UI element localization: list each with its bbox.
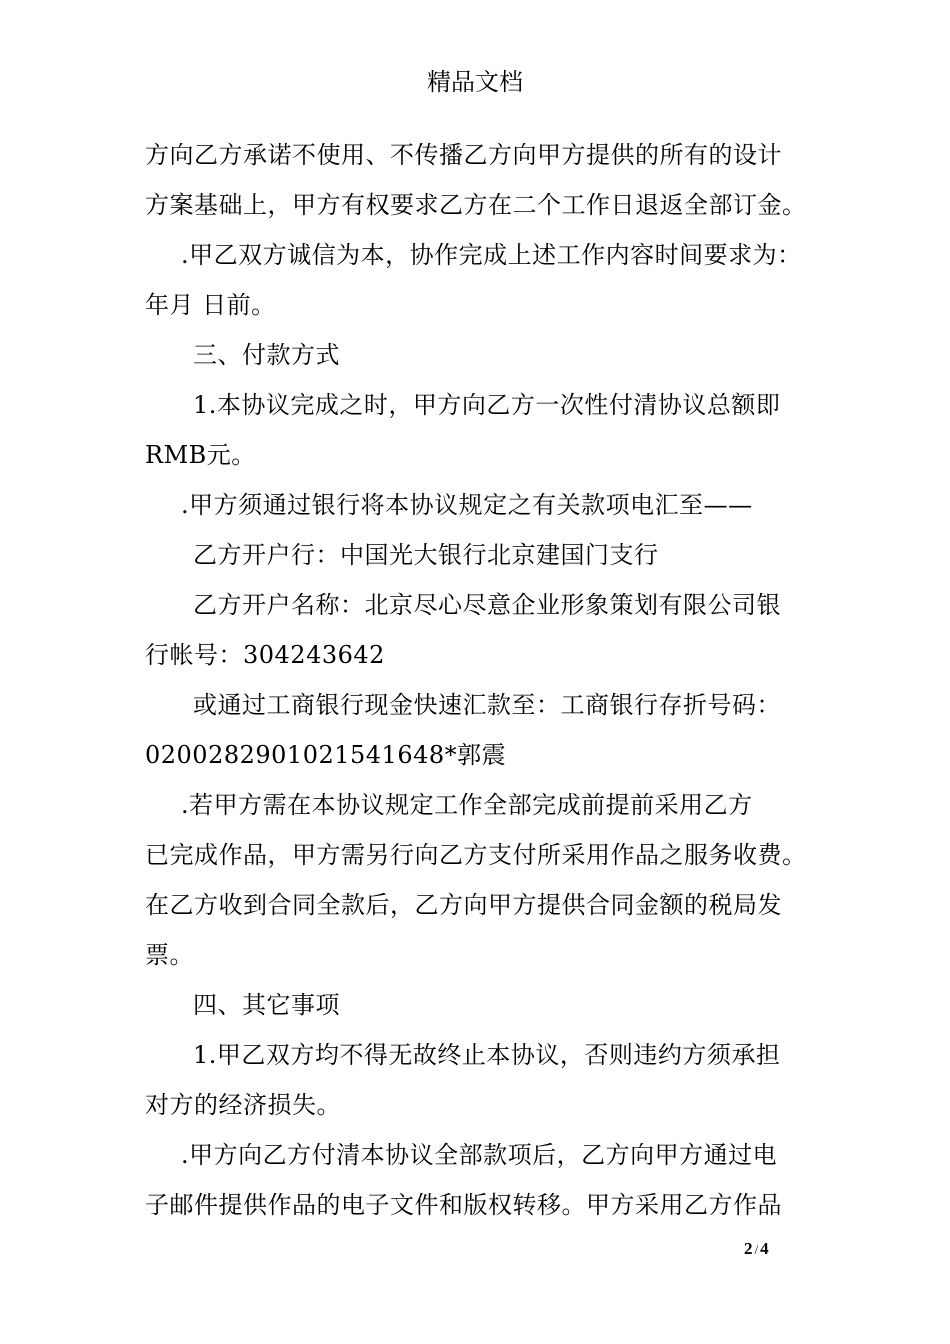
- text-line: 0200282901021541648*郭震: [145, 741, 507, 769]
- text-line: 1.甲乙双方均不得无故终止本协议，否则违约方须承担: [193, 1041, 781, 1069]
- text-line: 子邮件提供作品的电子文件和版权转移。甲方采用乙方作品: [145, 1191, 782, 1219]
- text-line: 对方的经济损失。: [145, 1091, 341, 1119]
- text-line: 行帐号：304243642: [145, 641, 385, 669]
- text-line: 乙方开户行：中国光大银行北京建国门支行: [193, 541, 659, 569]
- text-line: 已完成作品，甲方需另行向乙方支付所采用作品之服务收费。: [145, 841, 807, 869]
- text-line: 或通过工商银行现金快速汇款至：工商银行存折号码：: [193, 691, 781, 719]
- text-line: .若甲方需在本协议规定工作全部完成前提前采用乙方: [181, 791, 753, 819]
- text-line: 票。: [145, 941, 194, 969]
- section-heading: 三、付款方式: [193, 341, 340, 369]
- text-line: 年月 日前。: [145, 291, 276, 319]
- text-line: .甲乙双方诚信为本，协作完成上述工作内容时间要求为：: [181, 241, 802, 269]
- current-page-number: 2: [744, 1239, 753, 1258]
- text-line: 方向乙方承诺不使用、不传播乙方向甲方提供的所有的设计: [145, 141, 782, 169]
- text-line: 乙方开户名称：北京尽心尽意企业形象策划有限公司银: [193, 591, 781, 619]
- text-line: RMB元。: [145, 441, 256, 469]
- page-header-title: 精品文档: [427, 68, 523, 96]
- text-line: .甲方向乙方付清本协议全部款项后，乙方向甲方通过电: [181, 1141, 778, 1169]
- page-separator: /: [754, 1242, 759, 1257]
- page-number: [744, 1238, 769, 1261]
- document-body: [145, 130, 817, 1230]
- text-line: 在乙方收到合同全款后，乙方向甲方提供合同金额的税局发: [145, 891, 782, 919]
- section-heading: 四、其它事项: [193, 991, 340, 1019]
- text-line: 1.本协议完成之时，甲方向乙方一次性付清协议总额即: [193, 391, 781, 419]
- text-line: 方案基础上，甲方有权要求乙方在二个工作日退返全部订金。: [145, 191, 807, 219]
- text-line: .甲方须通过银行将本协议规定之有关款项电汇至——: [181, 491, 753, 519]
- total-pages-number: 4: [760, 1239, 769, 1258]
